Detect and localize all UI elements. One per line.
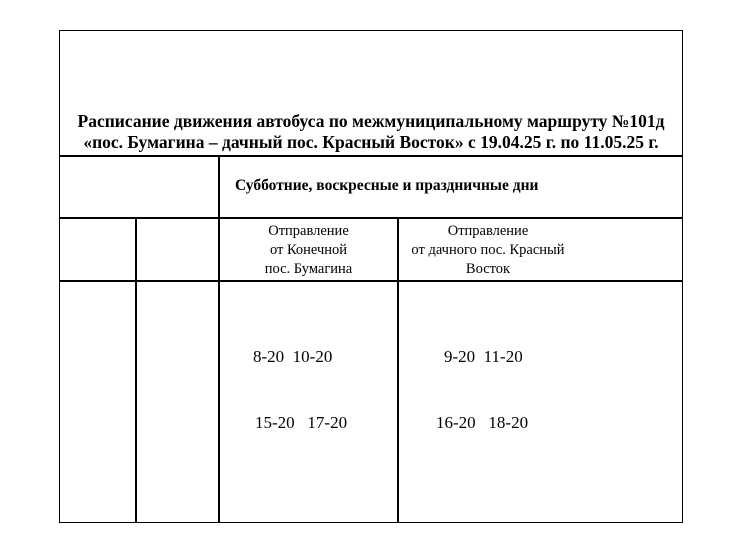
times-row: 9-20 11-20 <box>444 347 523 366</box>
header-line: от дачного пос. Красный <box>411 242 565 258</box>
schedule-title-line2: «пос. Бумагина – дачный пос. Красный Восток» с 19.04.25 г. по 11.05.25 г. <box>83 132 659 152</box>
times-row: 8-20 10-20 <box>253 347 333 366</box>
day-type-heading: Субботние, воскресные и праздничные дни <box>235 177 539 194</box>
title-divider <box>59 155 683 157</box>
header-divider <box>59 280 683 282</box>
departure-header-bumagina <box>220 222 397 279</box>
departure-times-krasny-vostok <box>436 302 528 456</box>
column-divider-2 <box>218 155 220 523</box>
header-line: от Конечной <box>269 242 348 258</box>
header-line: пос. Бумагина <box>264 261 353 277</box>
subheader-divider <box>59 217 683 219</box>
header-line: Отправление <box>268 223 349 239</box>
departure-header-krasny-vostok <box>399 222 577 279</box>
times-row: 16-20 18-20 <box>436 413 529 432</box>
times-row: 15-20 17-20 <box>255 413 348 432</box>
schedule-title-line1: Расписание движения автобуса по межмуниципальному маршруту №101д <box>77 111 665 131</box>
header-line: Восток <box>465 261 511 277</box>
column-divider-1 <box>135 217 137 523</box>
header-line: Отправление <box>447 223 529 239</box>
departure-times-bumagina <box>253 302 347 456</box>
